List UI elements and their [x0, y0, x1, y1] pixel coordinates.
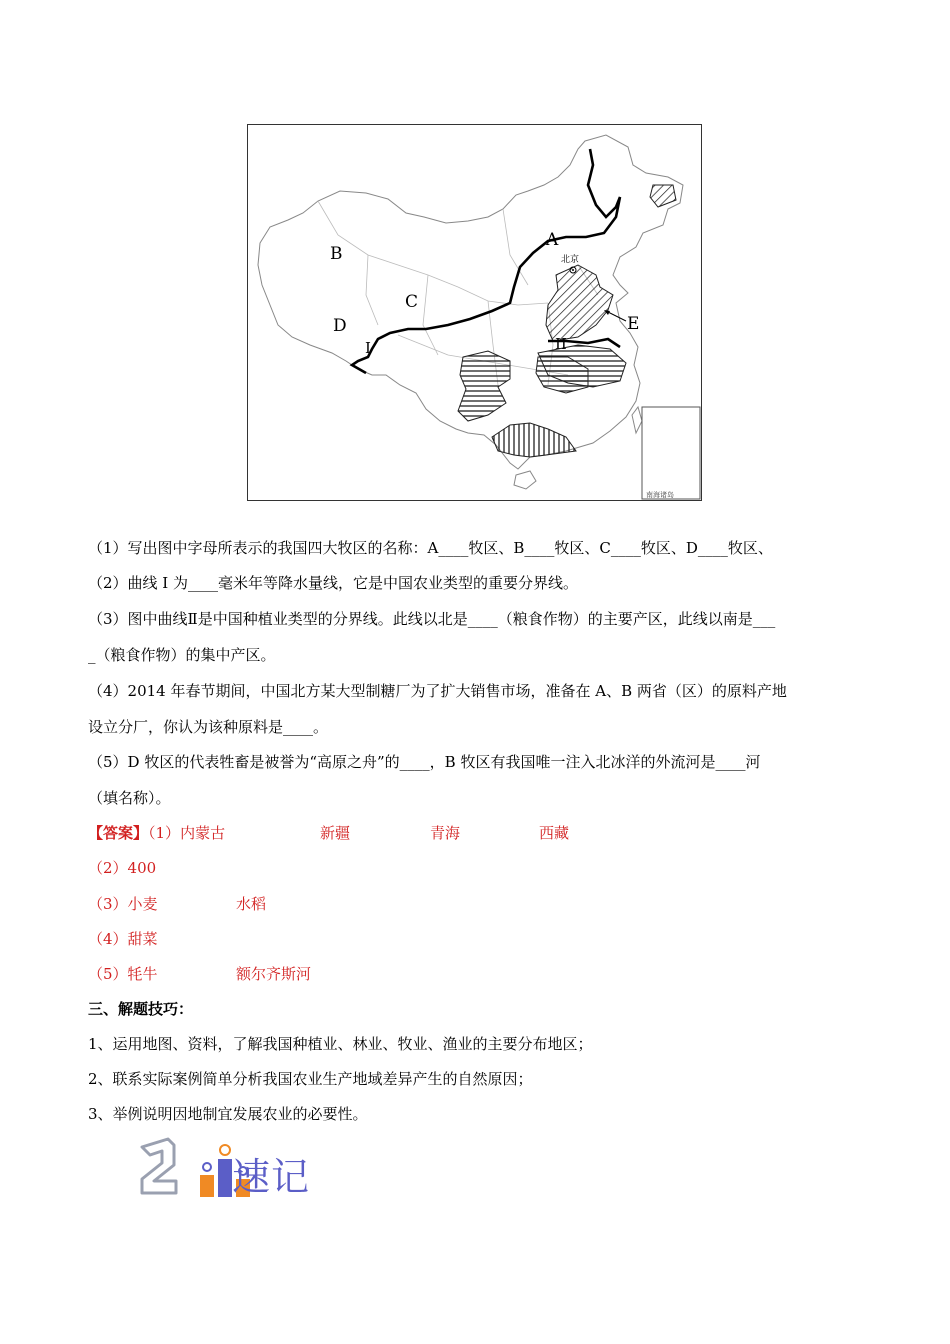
answer-3-row: [88, 894, 158, 914]
question-5-line-2: （填名称）。: [88, 789, 171, 807]
region-northeast-diag: [650, 185, 676, 207]
answer-5-a: 牦牛: [127, 965, 158, 983]
hainan-island: [514, 471, 536, 489]
question-3-line-1: （3）图中曲线Ⅱ是中国种植业类型的分界线。此线以北是____（粮食作物）的主要产区，此线以南是___: [88, 610, 776, 628]
inset-label: 南海诸岛: [646, 491, 674, 499]
curve-1-label: I: [365, 339, 371, 357]
skill-item-2: 2、联系实际案例简单分析我国农业生产地域差异产生的自然原因；: [88, 1070, 533, 1088]
answer-3-b: 水稻: [236, 895, 267, 913]
answer-label: 【答案】: [88, 824, 149, 842]
beijing-label: 北京: [561, 255, 580, 265]
question-5-line-1: （5）D 牧区的代表牲畜是被誉为“高原之舟”的____，B 牧区有我国唯一注入北冰洋的外流河是____河: [88, 753, 761, 771]
taiwan-island: [632, 407, 642, 433]
question-4-line-2: 设立分厂，你认为该种原料是____。: [88, 718, 329, 736]
question-1: （1）写出图中字母所表示的我国四大牧区的名称：A____牧区、B____牧区、C____牧区、D____牧区、: [88, 539, 773, 557]
answer-5-number: （5）: [88, 965, 128, 983]
answer-3-a: 小麦: [127, 895, 158, 913]
answer-1-b: 新疆: [320, 824, 351, 842]
answer-3-number: （3）: [88, 895, 128, 913]
answer-4: （4）甜菜: [88, 930, 158, 948]
map-drawing: [248, 125, 701, 500]
answer-2: （2）400: [88, 859, 157, 877]
curve-2-label: II: [555, 335, 567, 353]
region-north-china-diag: [546, 265, 613, 341]
answer-1-d: 西藏: [539, 824, 570, 842]
china-agriculture-map: [247, 124, 702, 501]
answer-1-a: 内蒙古: [180, 824, 226, 842]
sudi-title: 速记: [232, 1155, 311, 1199]
skill-item-3: 3、举例说明因地制宜发展农业的必要性。: [88, 1105, 368, 1123]
answer-1-number: （1）: [148, 824, 181, 842]
south-sea-inset: [642, 407, 700, 499]
region-sichuan-horiz: [458, 351, 510, 421]
letter-e: E: [627, 314, 640, 334]
skills-title: 三、解题技巧：: [88, 1000, 194, 1018]
answer-5-row: [88, 964, 158, 984]
region-south-vert: [492, 423, 576, 457]
curve-1-isohyet: [352, 149, 620, 373]
answer-1-row: [88, 823, 225, 843]
letter-a: A: [546, 230, 559, 250]
question-3-line-2: _（粮食作物）的集中产区。: [88, 646, 276, 664]
question-4-line-1: （4）2014 年春节期间，中国北方某大型制糖厂为了扩大销售市场，准备在 A、B 两省（区）的原料产地: [88, 682, 787, 700]
letter-b: B: [330, 244, 343, 264]
answer-1-c: 青海: [430, 824, 461, 842]
letter-d: D: [333, 316, 347, 336]
skill-item-1: 1、运用地图、资料，了解我国种植业、林业、牧业、渔业的主要分布地区；: [88, 1035, 593, 1053]
letter-c: C: [405, 292, 419, 312]
question-2: （2）曲线 I 为____毫米年等降水量线，它是中国农业类型的重要分界线。: [88, 574, 579, 592]
answer-5-b: 额尔齐斯河: [236, 965, 312, 983]
